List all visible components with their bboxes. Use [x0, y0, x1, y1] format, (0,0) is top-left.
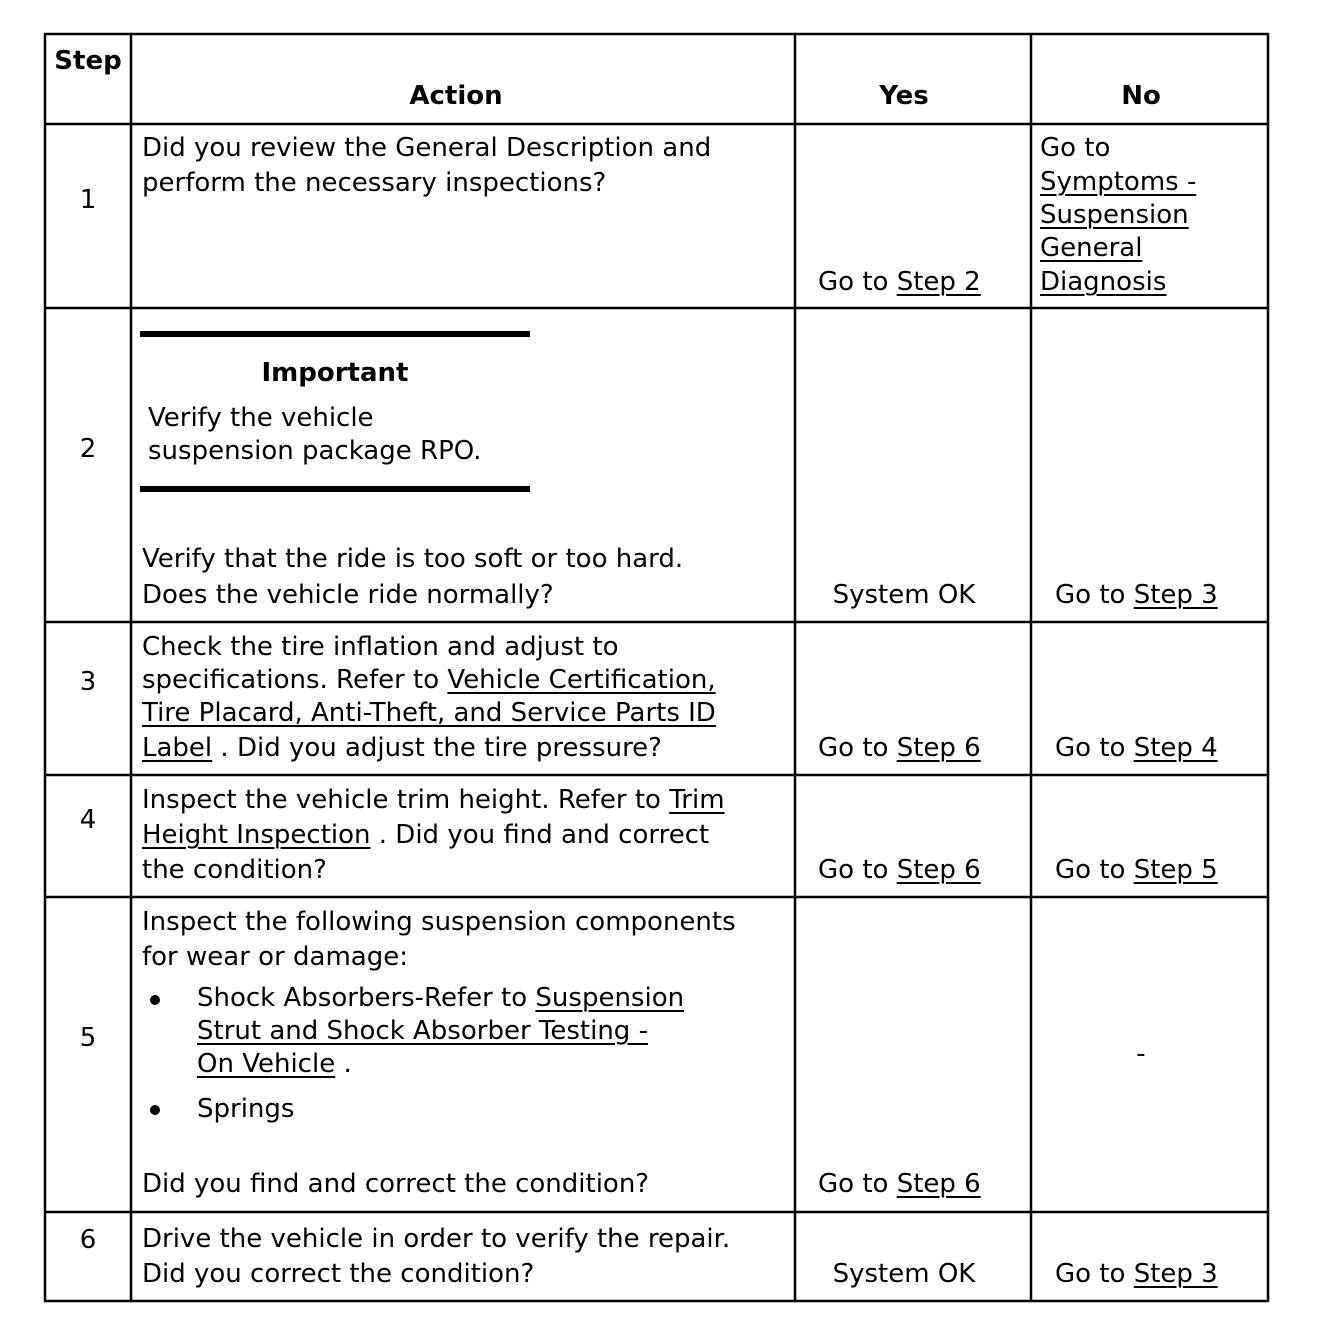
action-text: Inspect the following suspension components	[142, 907, 736, 937]
step-number: 6	[79, 1225, 97, 1255]
yes-cell: System OK	[832, 580, 976, 610]
step-link[interactable]: Step 3	[1133, 580, 1218, 610]
step-number: 4	[79, 805, 97, 835]
step-number: 5	[79, 1023, 97, 1053]
trim-height-link[interactable]: Trim	[669, 785, 725, 815]
bullet-text: On Vehicle .	[197, 1049, 352, 1079]
bullet-dot	[150, 1105, 160, 1115]
symptoms-link[interactable]: Symptoms -	[1040, 167, 1197, 197]
symptoms-link[interactable]: Suspension	[1040, 200, 1189, 230]
header-action: Action	[409, 81, 503, 111]
action-text: Label . Did you adjust the tire pressure?	[142, 733, 662, 763]
yes-cell: Go to Step 2	[818, 267, 981, 297]
step-link[interactable]: Step 5	[1133, 855, 1218, 885]
important-text: suspension package RPO.	[148, 436, 482, 466]
step-link[interactable]: Step 6	[896, 855, 981, 885]
bullet-dot	[150, 995, 160, 1005]
action-text: Did you review the General Description and	[142, 133, 712, 163]
action-text: Height Inspection . Did you find and correct	[142, 820, 710, 850]
shock-absorber-testing-link[interactable]: On Vehicle	[197, 1049, 336, 1079]
no-cell: Go to	[1040, 133, 1111, 163]
vehicle-certification-link[interactable]: Tire Placard, Anti-Theft, and Service Parts ID	[142, 698, 716, 728]
header-yes: Yes	[879, 81, 929, 111]
yes-cell: Go to Step 6	[818, 1169, 981, 1199]
step-link[interactable]: Step 4	[1133, 733, 1218, 763]
symptoms-link[interactable]: Diagnosis	[1040, 267, 1167, 297]
important-title: Important	[261, 358, 409, 388]
action-text: Verify that the ride is too soft or too hard.	[142, 544, 684, 574]
action-text: Inspect the vehicle trim height. Refer to Trim	[142, 785, 725, 815]
vehicle-certification-link[interactable]: Label	[142, 733, 213, 763]
step-link[interactable]: Step 6	[896, 733, 981, 763]
step-number: 1	[79, 185, 97, 215]
symptoms-link[interactable]: General	[1040, 233, 1143, 263]
header-no: No	[1121, 81, 1161, 111]
action-text: Drive the vehicle in order to verify the repair.	[142, 1224, 731, 1254]
action-text: Did you find and correct the condition?	[142, 1169, 650, 1199]
action-text: Check the tire inflation and adjust to	[142, 632, 619, 662]
no-cell: Go to Step 3	[1055, 1259, 1218, 1289]
action-text: perform the necessary inspections?	[142, 168, 607, 198]
no-cell: Go to Step 3	[1055, 580, 1218, 610]
no-cell: Go to Step 4	[1055, 733, 1218, 763]
header-step: Step	[54, 46, 122, 76]
no-cell: -	[1136, 1039, 1146, 1069]
step-number: 2	[79, 434, 97, 464]
important-rule-bottom	[140, 486, 530, 492]
shock-absorber-testing-link[interactable]: Suspension	[535, 983, 685, 1013]
bullet-text: Shock Absorbers-Refer to Suspension	[197, 983, 685, 1013]
important-rule-top	[140, 331, 530, 337]
shock-absorber-testing-link[interactable]: Strut and Shock Absorber Testing -	[197, 1016, 648, 1046]
step-number: 3	[79, 667, 97, 697]
action-text: Did you correct the condition?	[142, 1259, 535, 1289]
vehicle-certification-link[interactable]: Vehicle Certification,	[447, 665, 716, 695]
no-cell: Go to Step 5	[1055, 855, 1218, 885]
step-link[interactable]: Step 6	[896, 1169, 981, 1199]
yes-cell: Go to Step 6	[818, 733, 981, 763]
important-text: Verify the vehicle	[148, 403, 374, 433]
yes-cell: Go to Step 6	[818, 855, 981, 885]
yes-cell: System OK	[832, 1259, 976, 1289]
action-text: specifications. Refer to Vehicle Certification,	[142, 665, 716, 695]
step-link[interactable]: Step 2	[896, 267, 981, 297]
trim-height-link[interactable]: Height Inspection	[142, 820, 371, 850]
action-text: the condition?	[142, 855, 327, 885]
step-link[interactable]: Step 3	[1133, 1259, 1218, 1289]
action-text: for wear or damage:	[142, 942, 408, 972]
bullet-text: Springs	[197, 1094, 295, 1124]
action-text: Does the vehicle ride normally?	[142, 580, 554, 610]
